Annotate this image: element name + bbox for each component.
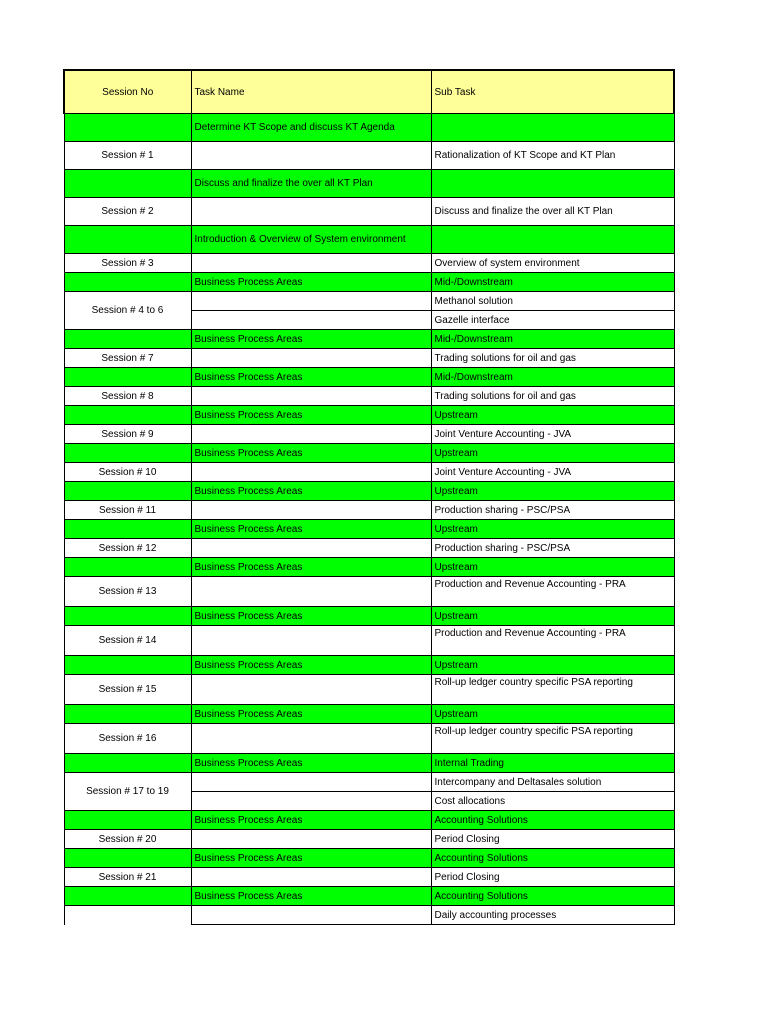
subtask-cell: Roll-up ledger country specific PSA reporting [431,724,674,754]
session-cell: Session # 2 [64,198,191,226]
task-cell: Business Process Areas [191,754,431,773]
session-cell [64,114,191,142]
session-cell: Session # 10 [64,463,191,482]
task-cell: Discuss and finalize the over all KT Plan [191,170,431,198]
task-cell [191,830,431,849]
kt-plan-table [63,69,675,925]
subtask-cell: Upstream [431,520,674,539]
table-row [64,292,674,311]
session-cell: Session # 8 [64,387,191,406]
subtask-cell: Upstream [431,705,674,724]
subtask-cell: Roll-up ledger country specific PSA reporting [431,675,674,705]
task-cell [191,198,431,226]
table-row [64,406,674,425]
subtask-cell: Internal Trading [431,754,674,773]
table-row [64,226,674,254]
subtask-cell: Period Closing [431,830,674,849]
header-row [64,70,674,114]
subtask-cell: Period Closing [431,868,674,887]
table-row [64,811,674,830]
task-cell: Business Process Areas [191,607,431,626]
table-row [64,142,674,170]
session-cell [64,330,191,349]
task-cell [191,142,431,170]
subtask-cell: Accounting Solutions [431,849,674,868]
table-row [64,425,674,444]
session-cell: Session # 14 [64,626,191,656]
table-row [64,773,674,792]
task-cell [191,463,431,482]
task-cell [191,254,431,273]
table-row [64,849,674,868]
session-cell: Session # 15 [64,675,191,705]
table-row [64,254,674,273]
session-cell: Session # 9 [64,425,191,444]
subtask-cell: Cost allocations [431,792,674,811]
task-cell [191,292,431,311]
subtask-cell: Production and Revenue Accounting - PRA [431,626,674,656]
task-cell: Determine KT Scope and discuss KT Agenda [191,114,431,142]
task-cell: Business Process Areas [191,520,431,539]
task-cell: Business Process Areas [191,330,431,349]
subtask-cell: Trading solutions for oil and gas [431,349,674,368]
subtask-cell: Overview of system environment [431,254,674,273]
task-cell: Introduction & Overview of System environment [191,226,431,254]
session-cell [64,520,191,539]
task-cell: Business Process Areas [191,887,431,906]
task-cell [191,792,431,811]
task-cell: Business Process Areas [191,811,431,830]
task-cell [191,501,431,520]
table-row [64,463,674,482]
subtask-cell: Upstream [431,406,674,425]
session-cell [64,705,191,724]
table-row [64,273,674,292]
table-row [64,349,674,368]
task-cell [191,539,431,558]
table-row [64,868,674,887]
session-cell [64,607,191,626]
table-row [64,724,674,754]
task-cell: Business Process Areas [191,444,431,463]
table-row [64,387,674,406]
session-cell: Session # 16 [64,724,191,754]
subtask-cell: Production and Revenue Accounting - PRA [431,577,674,607]
task-cell [191,675,431,705]
table-row [64,887,674,906]
session-cell [64,811,191,830]
session-cell: Session # 11 [64,501,191,520]
subtask-cell: Upstream [431,482,674,501]
session-cell [64,849,191,868]
subtask-cell: Trading solutions for oil and gas [431,387,674,406]
subtask-cell: Upstream [431,656,674,675]
table-row [64,482,674,501]
table-row [64,198,674,226]
task-cell [191,906,431,925]
table-row [64,170,674,198]
subtask-cell: Discuss and finalize the over all KT Plan [431,198,674,226]
session-cell [64,444,191,463]
table-row [64,444,674,463]
subtask-cell: Upstream [431,444,674,463]
subtask-cell: Gazelle interface [431,311,674,330]
header-task-name: Task Name [191,70,431,114]
session-cell [64,558,191,577]
table-row [64,114,674,142]
task-cell: Business Process Areas [191,656,431,675]
subtask-cell: Upstream [431,607,674,626]
table-row [64,501,674,520]
task-cell [191,626,431,656]
table-row [64,558,674,577]
table-row [64,577,674,607]
task-cell: Business Process Areas [191,406,431,425]
kt-plan-sheet [63,69,673,925]
task-cell: Business Process Areas [191,705,431,724]
subtask-cell: Upstream [431,558,674,577]
subtask-cell: Methanol solution [431,292,674,311]
task-cell: Business Process Areas [191,558,431,577]
session-cell [64,170,191,198]
subtask-cell: Accounting Solutions [431,811,674,830]
session-cell [64,754,191,773]
session-cell [64,368,191,387]
task-cell [191,387,431,406]
task-cell [191,577,431,607]
table-row [64,705,674,724]
task-cell [191,724,431,754]
table-row [64,754,674,773]
task-cell [191,425,431,444]
session-cell: Session # 13 [64,577,191,607]
table-row [64,368,674,387]
session-cell [64,273,191,292]
session-cell: Session # 1 [64,142,191,170]
session-cell: Session # 20 [64,830,191,849]
subtask-cell: Rationalization of KT Scope and KT Plan [431,142,674,170]
task-cell [191,349,431,368]
task-cell: Business Process Areas [191,482,431,501]
table-row [64,330,674,349]
table-row [64,539,674,558]
session-cell [64,887,191,906]
header-sub-task: Sub Task [431,70,674,114]
header-session-no: Session No [64,70,191,114]
session-cell: Session # 4 to 6 [64,292,191,330]
session-cell [64,406,191,425]
table-row [64,626,674,656]
subtask-cell: Production sharing - PSC/PSA [431,501,674,520]
table-row [64,906,674,925]
subtask-cell: Mid-/Downstream [431,330,674,349]
subtask-cell: Production sharing - PSC/PSA [431,539,674,558]
subtask-cell: Accounting Solutions [431,887,674,906]
session-cell [64,656,191,675]
session-cell: Session # 17 to 19 [64,773,191,811]
task-cell [191,311,431,330]
session-cell [64,482,191,501]
session-cell [64,226,191,254]
subtask-cell [431,114,674,142]
task-cell: Business Process Areas [191,368,431,387]
session-cell: Session # 12 [64,539,191,558]
subtask-cell: Joint Venture Accounting - JVA [431,425,674,444]
subtask-cell: Intercompany and Deltasales solution [431,773,674,792]
table-row [64,656,674,675]
session-cell [64,906,191,925]
task-cell: Business Process Areas [191,273,431,292]
session-cell: Session # 7 [64,349,191,368]
task-cell [191,773,431,792]
table-row [64,830,674,849]
table-row [64,607,674,626]
subtask-cell: Daily accounting processes [431,906,674,925]
task-cell: Business Process Areas [191,849,431,868]
session-cell: Session # 21 [64,868,191,887]
subtask-cell: Mid-/Downstream [431,273,674,292]
table-row [64,675,674,705]
subtask-cell [431,226,674,254]
task-cell [191,868,431,887]
session-cell: Session # 3 [64,254,191,273]
subtask-cell: Mid-/Downstream [431,368,674,387]
subtask-cell: Joint Venture Accounting - JVA [431,463,674,482]
subtask-cell [431,170,674,198]
table-row [64,520,674,539]
